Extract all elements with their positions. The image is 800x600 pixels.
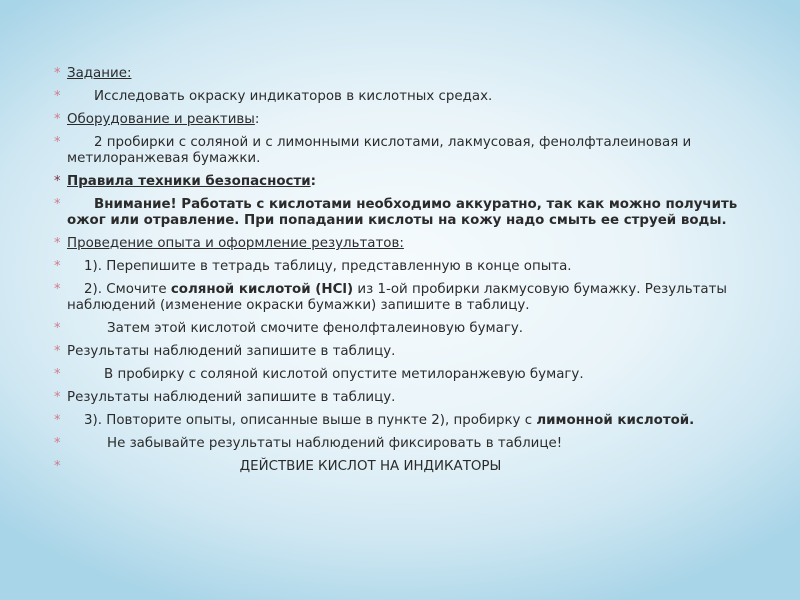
list-item-equipment-heading xyxy=(54,112,764,128)
list-item-results-1 xyxy=(54,344,764,360)
step-2-bold: соляной кислотой (HCl) xyxy=(170,282,354,297)
list-item-equipment-text xyxy=(54,135,764,167)
bullet-icon: * xyxy=(54,259,61,274)
step-1-text: 1). Перепишите в тетрадь таблицу, представленную в конце опыта. xyxy=(84,259,572,274)
bullet-icon: * xyxy=(54,344,61,359)
bullet-icon: * xyxy=(54,66,61,81)
results-1-text: Результаты наблюдений запишите в таблицу. xyxy=(67,344,396,359)
step-2b-text: Затем этой кислотой смочите фенолфталеиновую бумагу. xyxy=(107,321,524,336)
results-2-text: Результаты наблюдений запишите в таблицу. xyxy=(67,390,396,405)
list-item-task-heading xyxy=(54,66,764,82)
list-item-step-2 xyxy=(54,282,764,314)
bullet-icon: * xyxy=(54,135,61,150)
bullet-icon: * xyxy=(54,236,61,251)
list-item-safety-heading xyxy=(54,174,764,190)
equipment-heading: Оборудование и реактивы xyxy=(67,112,255,127)
bullet-icon: * xyxy=(54,174,61,189)
safety-text: Внимание! Работать с кислотами необходимо аккуратно, так как можно получить ожог или отравление. При попадании кислоты на кожу надо смыть ее струей воды. xyxy=(67,197,738,228)
step-3-pre: 3). Повторите опыты, описанные выше в пункте 2), пробирку с xyxy=(84,413,537,428)
reminder-text: Не забывайте результаты наблюдений фиксировать в таблице! xyxy=(107,436,563,451)
bullet-icon: * xyxy=(54,197,61,212)
list-item-step-1 xyxy=(54,259,764,275)
step-3-bold: лимонной кислотой. xyxy=(536,413,695,428)
safety-heading-colon: : xyxy=(310,174,316,189)
step-2c-text: В пробирку с соляной кислотой опустите метилоранжевую бумагу. xyxy=(104,367,584,382)
bullet-icon: * xyxy=(54,112,61,127)
procedure-heading: Проведение опыта и оформление результатов: xyxy=(67,236,404,251)
step-2-pre: 2). Смочите xyxy=(84,282,171,297)
list-item-safety-text xyxy=(54,197,764,229)
bullet-icon: * xyxy=(54,367,61,382)
list-item-step-2c xyxy=(54,367,764,383)
task-text: Исследовать окраску индикаторов в кислотных средах. xyxy=(94,89,493,104)
list-item-step-2b xyxy=(54,321,764,337)
task-heading: Задание: xyxy=(67,66,132,81)
list-item-step-3 xyxy=(54,413,764,429)
bullet-icon: * xyxy=(54,390,61,405)
slide-content xyxy=(54,66,764,482)
list-item-task-text xyxy=(54,89,764,105)
table-title: ДЕЙСТВИЕ КИСЛОТ НА ИНДИКАТОРЫ xyxy=(239,459,502,474)
bullet-icon: * xyxy=(54,459,61,474)
equipment-heading-colon: : xyxy=(254,112,260,127)
list-item-procedure-heading xyxy=(54,236,764,252)
list-item-results-2 xyxy=(54,390,764,406)
bullet-icon: * xyxy=(54,89,61,104)
step-2-post: из 1-ой пробирки лакмусовую бумажку. Результаты наблюдений (изменение окраски бумажки) запишите в таблицу. xyxy=(67,282,727,313)
bullet-icon: * xyxy=(54,436,61,451)
list-item-table-title xyxy=(54,459,764,475)
safety-heading: Правила техники безопасности xyxy=(67,174,311,189)
bullet-icon: * xyxy=(54,282,61,297)
bullet-icon: * xyxy=(54,321,61,336)
bullet-icon: * xyxy=(54,413,61,428)
equipment-text: 2 пробирки с соляной и с лимонными кислотами, лакмусовая, фенолфталеиновая и метилоранжевая бумажки. xyxy=(67,135,692,166)
list-item-reminder xyxy=(54,436,764,452)
